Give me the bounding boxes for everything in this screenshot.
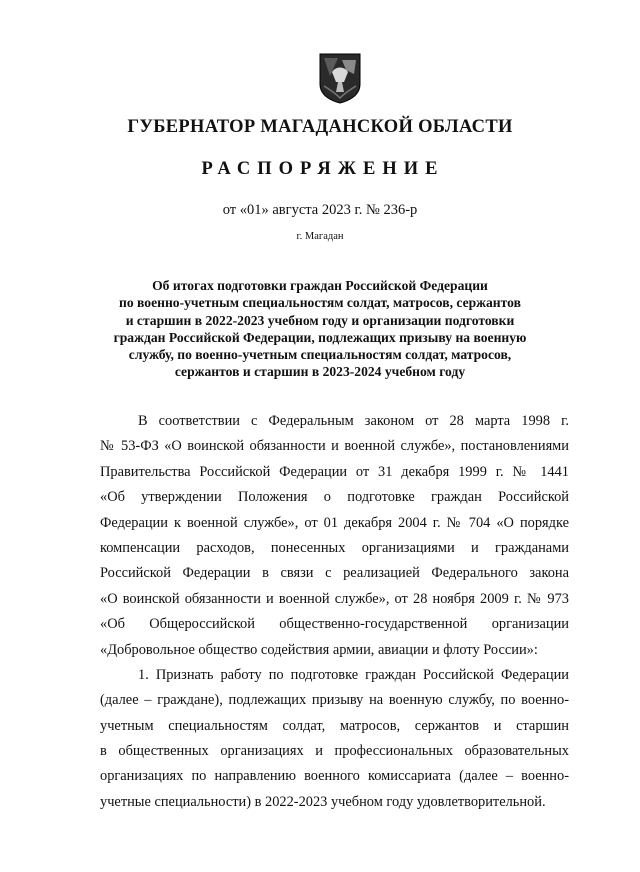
- subject-line: службу, по военно-учетным специальностям солдат, матросов,: [128, 347, 512, 363]
- document-type: РАСПОРЯЖЕНИЕ: [201, 159, 445, 179]
- body-line: 1. Признать работу по подготовке граждан Российской Федерации: [138, 666, 569, 683]
- magadan-coat-of-arms-icon: [318, 52, 362, 104]
- body-line: учетные специальности) в 2022-2023 учебном году удовлетворительной.: [100, 793, 546, 810]
- subject-line: Об итогах подготовки граждан Российской Федерации: [152, 278, 488, 293]
- body-line: «Добровольное общество содействия армии, авиации и флоту России»:: [100, 641, 538, 658]
- body-line: в общественных организациях и профессиональных образовательных: [100, 743, 569, 760]
- body-line: «О воинской обязанности и военной службе», от 28 ноября 2009 г. № 973: [100, 590, 569, 607]
- subject-line: сержантов и старшин в 2023-2024 учебном году: [174, 364, 466, 380]
- body-line: (далее – граждане), подлежащих призыву на военную службу, по военно-: [100, 692, 569, 709]
- document-city: г. Магадан: [296, 231, 344, 242]
- body-line: «Об Общероссийской общественно-государственной организации: [100, 616, 569, 633]
- body-line: В соответствии с Федеральным законом от 28 марта 1998 г.: [138, 413, 569, 429]
- body-line: Федерации к военной службе», от 01 декабря 2004 г. № 704 «О порядке: [100, 514, 569, 531]
- document-body: [100, 409, 569, 815]
- subject-line: по военно-учетным специальностям солдат, матросов, сержантов: [119, 295, 521, 311]
- preamble-paragraph: [100, 409, 569, 663]
- body-line: Российской Федерации в связи с реализацией Федерального закона: [100, 565, 569, 582]
- issuer-title: ГУБЕРНАТОР МАГАДАНСКОЙ ОБЛАСТИ: [127, 117, 513, 137]
- document-date-number: от «01» августа 2023 г. № 236-р: [222, 202, 418, 218]
- body-line: № 53-ФЗ «О воинской обязанности и военной службе», постановлениями: [100, 438, 569, 455]
- item-1-paragraph: [100, 663, 569, 815]
- body-line: «Об утверждении Положения о подготовке граждан Российской: [100, 489, 569, 506]
- subject-line: граждан Российской Федерации, подлежащих призыву на военную: [113, 329, 527, 345]
- body-line: компенсации расходов, понесенных организациями и гражданами: [100, 539, 569, 556]
- subject-line: и старшин в 2022-2023 учебном году и организации подготовки: [125, 312, 515, 328]
- body-line: учетным специальностям солдат, матросов, сержантов и старшин: [100, 717, 569, 734]
- document-subject: [0, 277, 640, 381]
- body-line: Правительства Российской Федерации от 31 декабря 1999 г. № 1441: [100, 463, 569, 480]
- body-line: организациях по направлению военного комиссариата (далее – военно-: [100, 768, 569, 785]
